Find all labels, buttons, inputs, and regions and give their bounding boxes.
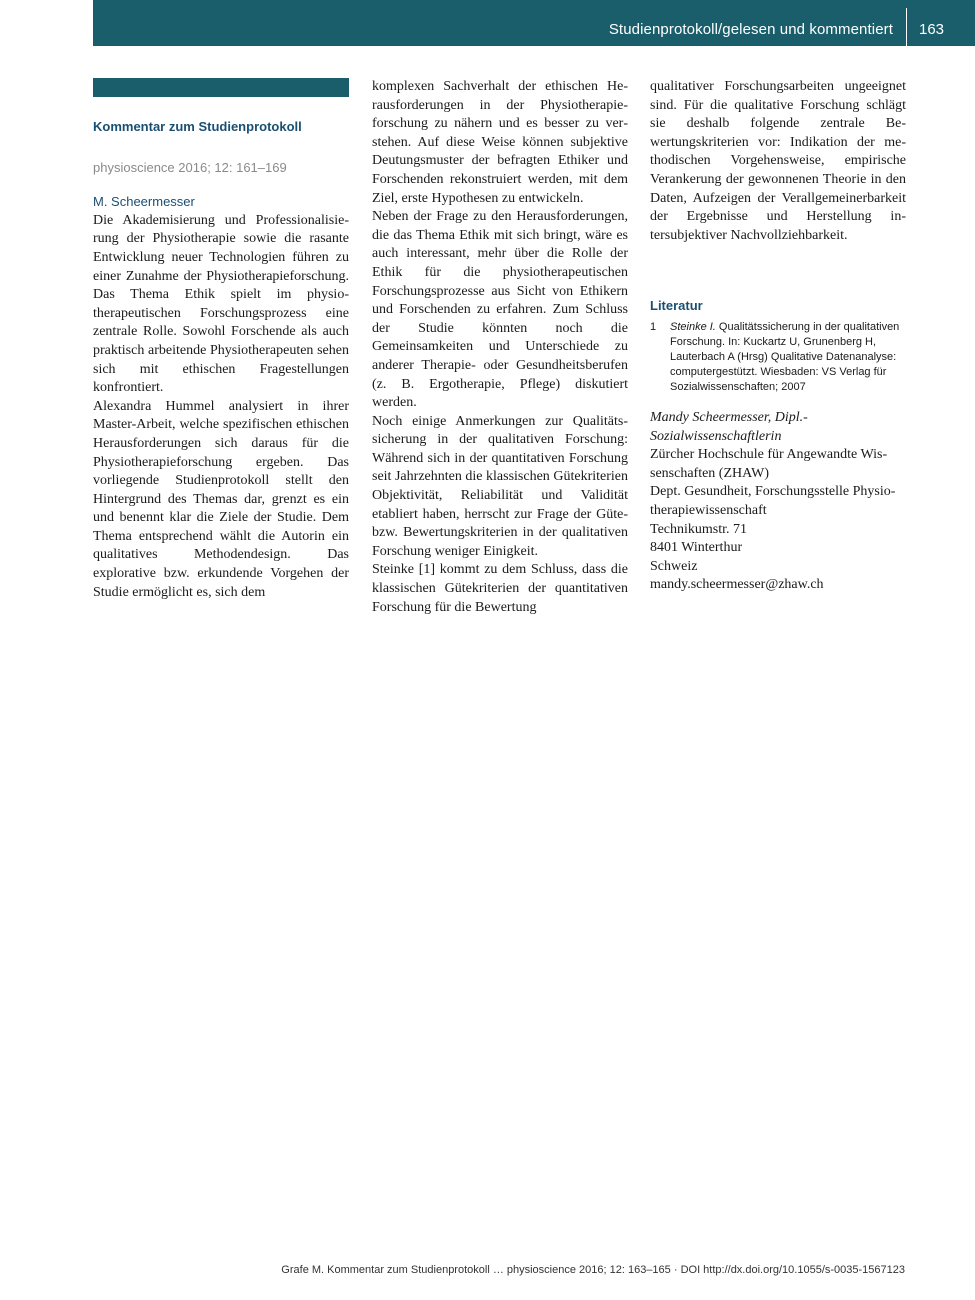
page-footer: Grafe M. Kommentar zum Studienprotokoll … physioscience 2016; 12: 163–165 · DOI http://dx.doi.org/10.1055/s-0035-1567123 xyxy=(281,1264,905,1276)
column-1 xyxy=(93,78,349,602)
affiliation-name: Mandy Scheermesser, Dipl.-Sozialwissenschaftlerin xyxy=(650,409,808,444)
page-number: 163 xyxy=(919,21,945,38)
affiliation-country: Schweiz xyxy=(650,558,698,574)
running-header-title: Studienprotokoll/gelesen und kommentiert xyxy=(608,21,893,38)
reference-body xyxy=(670,320,906,395)
affiliation-street: Technikumstr. 71 xyxy=(650,521,748,537)
reference-author: Steinke I. xyxy=(670,320,716,333)
paragraph: Steinke [1] kommt zu dem Schluss, dass die klassischen Gütekriterien der quantitativen Forschung für die Bewertung xyxy=(372,562,628,615)
column-3 xyxy=(650,78,906,595)
section-accent-bar xyxy=(93,78,349,97)
paragraph: Noch einige Anmerkungen zur Qualitätssicherung in der qualitativen Forschung: Während sich in der quantitativen Forschung seit Jahrzehnten die klassischen Gütekriterien Objektivität, Reliabilität und Validität etabliert haben, herrscht zur Frage der Güte- bzw. Bewertungskriterien in der qualitativen Forschung weniger Einigkeit. xyxy=(372,413,628,559)
reference-item xyxy=(650,320,906,395)
column-2 xyxy=(372,78,628,617)
paragraph: Neben der Frage zu den Herausforderungen, die das Thema Ethik mit sich bringt, wäre es auch interessant, mehr über die Rolle der Ethik für die physiotherapeutischen Forschungsprozesse aus Sicht von Ethikern und Forschenden zu erfahren. Zum Schluss der Studie könnten noch die Gemeinsamkeiten und Unterschiede zu anderer Therapie- oder Gesundheitsberufen (z. B. Ergotherapie, Pflege) diskutiert werden. xyxy=(372,209,628,411)
affiliation-email[interactable]: mandy.scheermesser@zhaw.ch xyxy=(650,577,824,593)
affiliation-department: Dept. Gesundheit, Forschungsstelle Physiotherapiewissenschaft xyxy=(650,484,896,518)
affiliation-institution: Zürcher Hochschule für Angewandte Wissenschaften (ZHAW) xyxy=(650,447,888,481)
author-affiliation xyxy=(650,409,906,595)
literature-heading: Literatur xyxy=(650,298,703,314)
article-author: M. Scheermesser xyxy=(93,194,195,210)
running-header xyxy=(93,0,975,46)
reference-number: 1 xyxy=(650,320,657,333)
paragraph: komplexen Sachverhalt der ethischen Herausforderungen in der Physiotherapieforschung zu nähern und es besser zu verstehen. Auf diese Weise können subjektive Deutungsmuster der befragten Ethiker und Forschenden rekonstruiert werden, mit dem Ziel, erste Hypothesen zu entwickeln. xyxy=(372,79,628,206)
section-title: Kommentar zum Studienprotokoll xyxy=(93,119,302,134)
affiliation-city: 8401 Winterthur xyxy=(650,540,743,556)
paragraph: Die Akademisierung und Professionalisierung der Physiotherapie sowie die rasante Entwicklung neuer Technologien führen zu einer Zunahme der Physiotherapieforschung. Das Thema Ethik spielt im physiotherapeutischen Forschungsprozess eine zentrale Rolle. Sowohl Forschende als auch praktisch arbeitende Physiotherapeuten sehen sich mit ethischen Fragestellungen konfrontiert. xyxy=(93,212,349,396)
paragraph: qualitativer Forschungsarbeiten ungeeignet sind. Für die qualitative Forschung schlägt sie deshalb folgende zentrale Bewertungskriterien vor: Indikation der methodischen Vorgehensweise, empirische Verankerung der gewonnenen Theorie in den Daten, Aufzeigen der Verallgemeinerbarkeit der Ergebnisse und Herstellung intersubjektiver Nachvollziehbarkeit. xyxy=(650,79,906,243)
paragraph: Alexandra Hummel analysiert in ihrer Master-Arbeit, welche spezifischen ethischen Herausforderungen sich daraus für die Physiotherapieforschung ergeben. Das vorliegende Studienprotokoll stellt den Hintergrund des Themas dar, grenzt es ein und benennt klar die Ziele der Studie. Dem Thema entsprechend wählt die Autorin ein qualitatives Methodendesign. Das explorative bzw. erkundende Vorgehen der Studie ermöglicht es, sich dem xyxy=(93,398,349,600)
reference-text: Qualitätssicherung in der qualitativen Forschung. In: Kuckartz U, Grunenberg H, Lauterbach A (Hrsg) Qualitative Datenanalyse: computergestützt. Wiesbaden: VS Verlag für Sozialwissenschaften; 2007 xyxy=(670,320,900,393)
article-citation: physioscience 2016; 12: 161–169 xyxy=(93,159,287,175)
header-divider xyxy=(906,8,907,46)
